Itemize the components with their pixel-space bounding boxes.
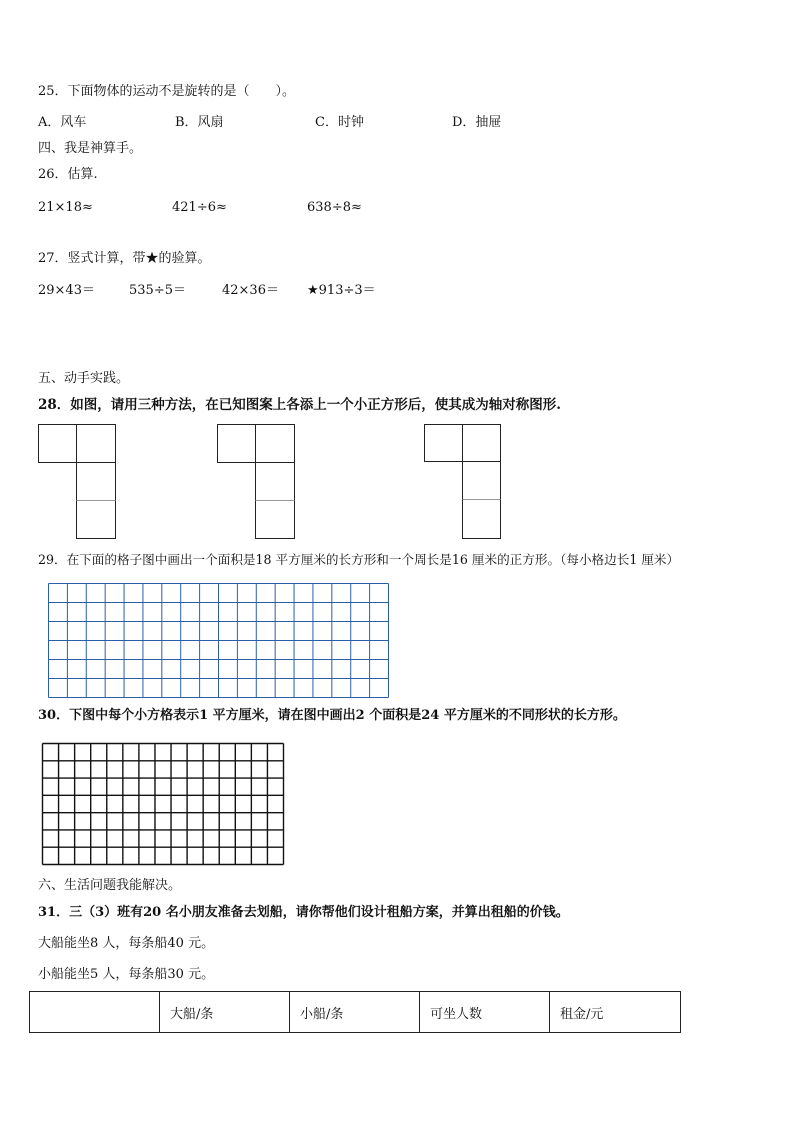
section-6-title: 六、生活问题我能解决。 <box>38 878 182 893</box>
q27-item-4: ★913÷3＝ <box>307 283 376 298</box>
q27-item-3: 42×36＝ <box>222 283 279 298</box>
q31-stem: 31．三（3）班有20 名小朋友准备去划船，请你帮他们设计租船方案，并算出租船的价钱。 <box>38 905 569 920</box>
q27-stem: 27．竖式计算，带★的验算。 <box>38 251 211 266</box>
table-header-small-boat: 小船/条 <box>290 992 420 1033</box>
q25-stem: 25．下面物体的运动不是旋转的是（ ）。 <box>38 84 296 99</box>
q26-item-3: 638÷8≈ <box>307 200 362 215</box>
figure-1-square-top-right <box>76 424 116 463</box>
q29-grid[interactable] <box>48 583 389 698</box>
q27-item-2: 535÷5＝ <box>129 283 186 298</box>
table-header-capacity: 可坐人数 <box>420 992 550 1033</box>
figure-1-square-mid <box>76 462 116 501</box>
figure-2-square-bottom <box>255 500 295 539</box>
q25-option-d[interactable]: D．抽屉 <box>452 115 502 130</box>
q29-stem: 29．在下面的格子图中画出一个面积是18 平方厘米的长方形和一个周长是16 厘米的正方形。（每小格边长1 厘米） <box>38 552 680 567</box>
figure-3-square-top-right <box>462 424 501 462</box>
q31-big-boat: 大船能坐8 人，每条船40 元。 <box>38 936 215 951</box>
q26-stem: 26．估算. <box>38 167 98 182</box>
figure-2-square-top-right <box>255 424 295 463</box>
figure-3-square-mid <box>462 461 501 500</box>
q25-option-b[interactable]: B．风扇 <box>175 115 224 130</box>
q27-item-1: 29×43＝ <box>38 283 95 298</box>
table-header-rent: 租金/元 <box>550 992 681 1033</box>
table-header-big-boat: 大船/条 <box>160 992 290 1033</box>
figure-2-square-top-left <box>217 424 256 463</box>
q25-option-c[interactable]: C．时钟 <box>315 115 364 130</box>
q26-item-1: 21×18≈ <box>38 200 93 215</box>
table-header-empty[interactable] <box>30 992 160 1033</box>
q26-item-2: 421÷6≈ <box>172 200 227 215</box>
figure-3-square-bottom <box>462 499 501 539</box>
figure-3-square-top-left <box>424 424 463 462</box>
figure-1-square-bottom <box>76 500 116 539</box>
figure-2-square-mid <box>255 462 295 501</box>
boat-rental-table <box>29 991 681 1033</box>
section-4-title: 四、我是神算手。 <box>38 141 143 156</box>
table-row <box>30 992 681 1033</box>
q30-stem: 30．下图中每个小方格表示1 平方厘米，请在图中画出2 个面积是24 平方厘米的不同形状的长方形。 <box>38 708 626 723</box>
figure-1-square-top-left <box>38 424 77 463</box>
q30-grid[interactable] <box>42 743 284 865</box>
section-5-title: 五、动手实践。 <box>38 371 130 386</box>
q28-stem: 28．如图，请用三种方法，在已知图案上各添上一个小正方形后，使其成为轴对称图形. <box>38 397 561 413</box>
q25-option-a[interactable]: A．风车 <box>38 115 87 130</box>
q31-small-boat: 小船能坐5 人，每条船30 元。 <box>38 967 215 982</box>
